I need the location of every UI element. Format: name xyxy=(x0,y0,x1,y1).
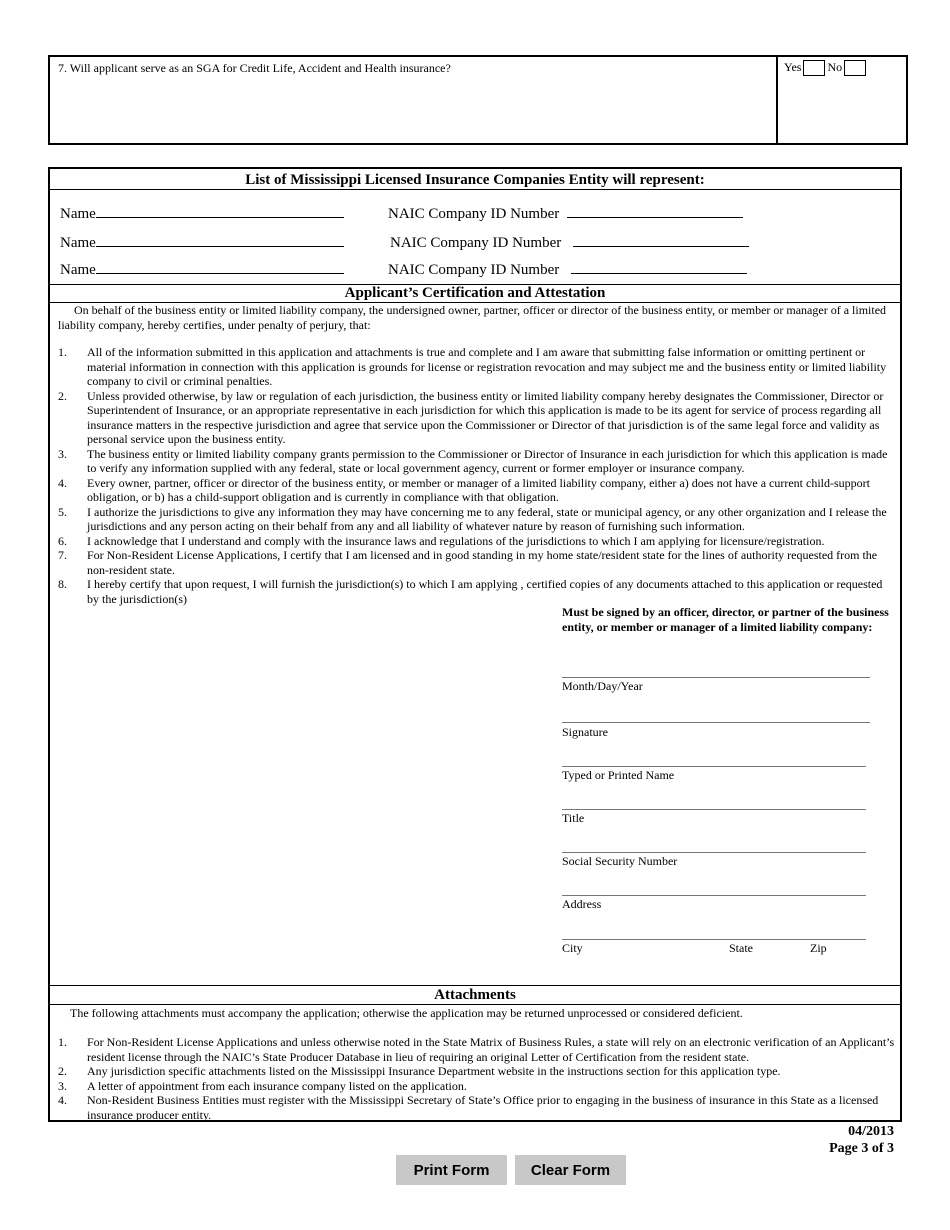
list-item: 4. Every owner, partner, officer or director of the business entity, or member or manager of a limited liability company, either a) does not have a current child-support obligation, or b) has a child-support obligation and is currently in compliance with that obligation. xyxy=(58,475,870,504)
print-form-button[interactable]: Print Form xyxy=(396,1155,507,1185)
company-row xyxy=(388,203,743,223)
divider xyxy=(50,985,900,986)
naic-label: NAIC Company ID Number xyxy=(388,206,560,222)
form-date: 04/2013 xyxy=(848,1124,894,1139)
clear-form-button[interactable]: Clear Form xyxy=(515,1155,626,1185)
divider xyxy=(50,1004,900,1005)
ssn-label: Social Security Number xyxy=(562,854,678,868)
name-label: Name xyxy=(60,262,96,278)
company-row xyxy=(60,232,344,252)
list-item: 7. For Non-Resident License Applications, I certify that I am licensed and in good standing in my home state/resident state for the lines of authority requested from the non-resident state. xyxy=(58,548,878,577)
naic-number-input[interactable] xyxy=(571,259,747,274)
question-7-divider xyxy=(776,57,778,143)
name-label: Name xyxy=(60,206,96,222)
city-label: City xyxy=(562,941,583,955)
question-7-text: 7. Will applicant serve as an SGA for Credit Life, Accident and Health insurance? xyxy=(58,61,451,75)
date-label: Month/Day/Year xyxy=(562,679,643,693)
list-item: 6. I acknowledge that I understand and comply with the insurance laws and regulations of the jurisdictions to which I am applying for licensure/registration. xyxy=(58,533,825,548)
certification-intro: On behalf of the business entity or limited liability company, the undersigned owner, partner, officer or director of the business entity, or member or manager of a limited liability company, hereby certifies, under penalty of perjury, that: xyxy=(58,303,887,332)
company-name-input[interactable] xyxy=(96,232,344,247)
zip-label: Zip xyxy=(810,941,827,955)
list-item: 1. For Non-Resident License Applications and unless otherwise noted in the State Matrix of Business Rules, a state will rely on an electronic verification of an Applicant’s resident license through the NAIC’s State Producer Database in lieu of requiring an original Letter of Certification from the resident state. xyxy=(58,1035,895,1064)
naic-label: NAIC Company ID Number xyxy=(388,262,560,278)
list-item: 2. Unless provided otherwise, by law or regulation of each jurisdiction, the business entity or limited liability company hereby designates the Commissioner, Director or Superintendent of Insurance, or an appropriate representative in each jurisdiction for which this application is made to be its agent for service of process regarding all insurance matters in the respective jurisdiction and agree that service upon the Commissioner or Director of that jurisdiction is of the same legal force and validity as personal service upon the business entity. xyxy=(58,388,884,446)
list-item: 2. Any jurisdiction specific attachments listed on the Mississippi Insurance Department website in the instructions section for this application type. xyxy=(58,1064,781,1078)
title-line[interactable] xyxy=(562,809,866,810)
list-item: 3. The business entity or limited liability company grants permission to the Commissioner or Director of Insurance in each jurisdiction for which this application is made to verify any information supplied with any federal, state or local government agency, current or former employer or insurance company. xyxy=(58,446,888,475)
date-line[interactable] xyxy=(562,677,870,678)
naic-label: NAIC Company ID Number xyxy=(390,235,562,251)
list-item: 3. A letter of appointment from each insurance company listed on the application. xyxy=(58,1078,467,1093)
attachments-list xyxy=(58,1035,895,1122)
ssn-line[interactable] xyxy=(562,852,866,853)
signature-note: Must be signed by an officer, director, or partner of the business entity, or member or manager of a limited liability company: xyxy=(562,605,889,634)
signature-label: Signature xyxy=(562,725,608,739)
address-label: Address xyxy=(562,897,602,911)
certification-list xyxy=(58,345,895,606)
yes-label: Yes xyxy=(784,60,802,74)
question-7-box xyxy=(48,55,908,145)
certification-heading: Applicant’s Certification and Attestation xyxy=(344,285,606,301)
page-number: Page 3 of 3 xyxy=(829,1141,894,1156)
city-state-zip-line[interactable] xyxy=(562,939,866,940)
company-row xyxy=(388,259,747,279)
typed-name-label: Typed or Printed Name xyxy=(562,768,675,782)
company-name-input[interactable] xyxy=(96,259,344,274)
company-row xyxy=(60,203,344,223)
no-checkbox[interactable] xyxy=(844,60,866,76)
signature-line[interactable] xyxy=(562,722,870,723)
address-line[interactable] xyxy=(562,895,866,896)
divider xyxy=(50,189,900,190)
attachments-intro: The following attachments must accompany the application; otherwise the application may be returned unprocessed or considered deficient. xyxy=(70,1006,743,1020)
yes-checkbox[interactable] xyxy=(803,60,825,76)
list-item: 8. I hereby certify that upon request, I will furnish the jurisdiction(s) to which I am applying , certified copies of any documents attached to this application or requested by the jurisdiction(s) xyxy=(58,577,883,606)
company-row xyxy=(390,232,749,252)
naic-number-input[interactable] xyxy=(567,203,743,218)
company-row xyxy=(60,259,344,279)
list-item: 1. All of the information submitted in this application and attachments is true and complete and I am aware that submitting false information or omitting pertinent or material information in connection with this application is grounds for license or registration revocation and may subject me and the business entity or limited liability company to civil or criminal penalties. xyxy=(58,345,887,388)
naic-number-input[interactable] xyxy=(573,232,749,247)
company-name-input[interactable] xyxy=(96,203,344,218)
no-label: No xyxy=(827,60,843,74)
list-item: 4. Non-Resident Business Entities must register with the Mississippi Secretary of State’s Office prior to engaging in the business of insurance in this State as a licensed insurance producer entity. xyxy=(58,1093,879,1122)
state-label: State xyxy=(729,941,753,955)
main-form-box xyxy=(48,167,902,1122)
typed-name-line[interactable] xyxy=(562,766,866,767)
attachments-heading: Attachments xyxy=(434,987,516,1003)
companies-heading: List of Mississippi Licensed Insurance Companies Entity will represent: xyxy=(245,172,705,188)
title-label: Title xyxy=(562,811,585,825)
list-item: 5. I authorize the jurisdictions to give any information they may have concerning me to any federal, state or municipal agency, or any other organization and I release the jurisdictions and any person acting on their behalf from any and all liability of whatever nature by reason of furnishing such information. xyxy=(58,504,887,533)
yes-no-group xyxy=(784,60,868,76)
name-label: Name xyxy=(60,235,96,251)
